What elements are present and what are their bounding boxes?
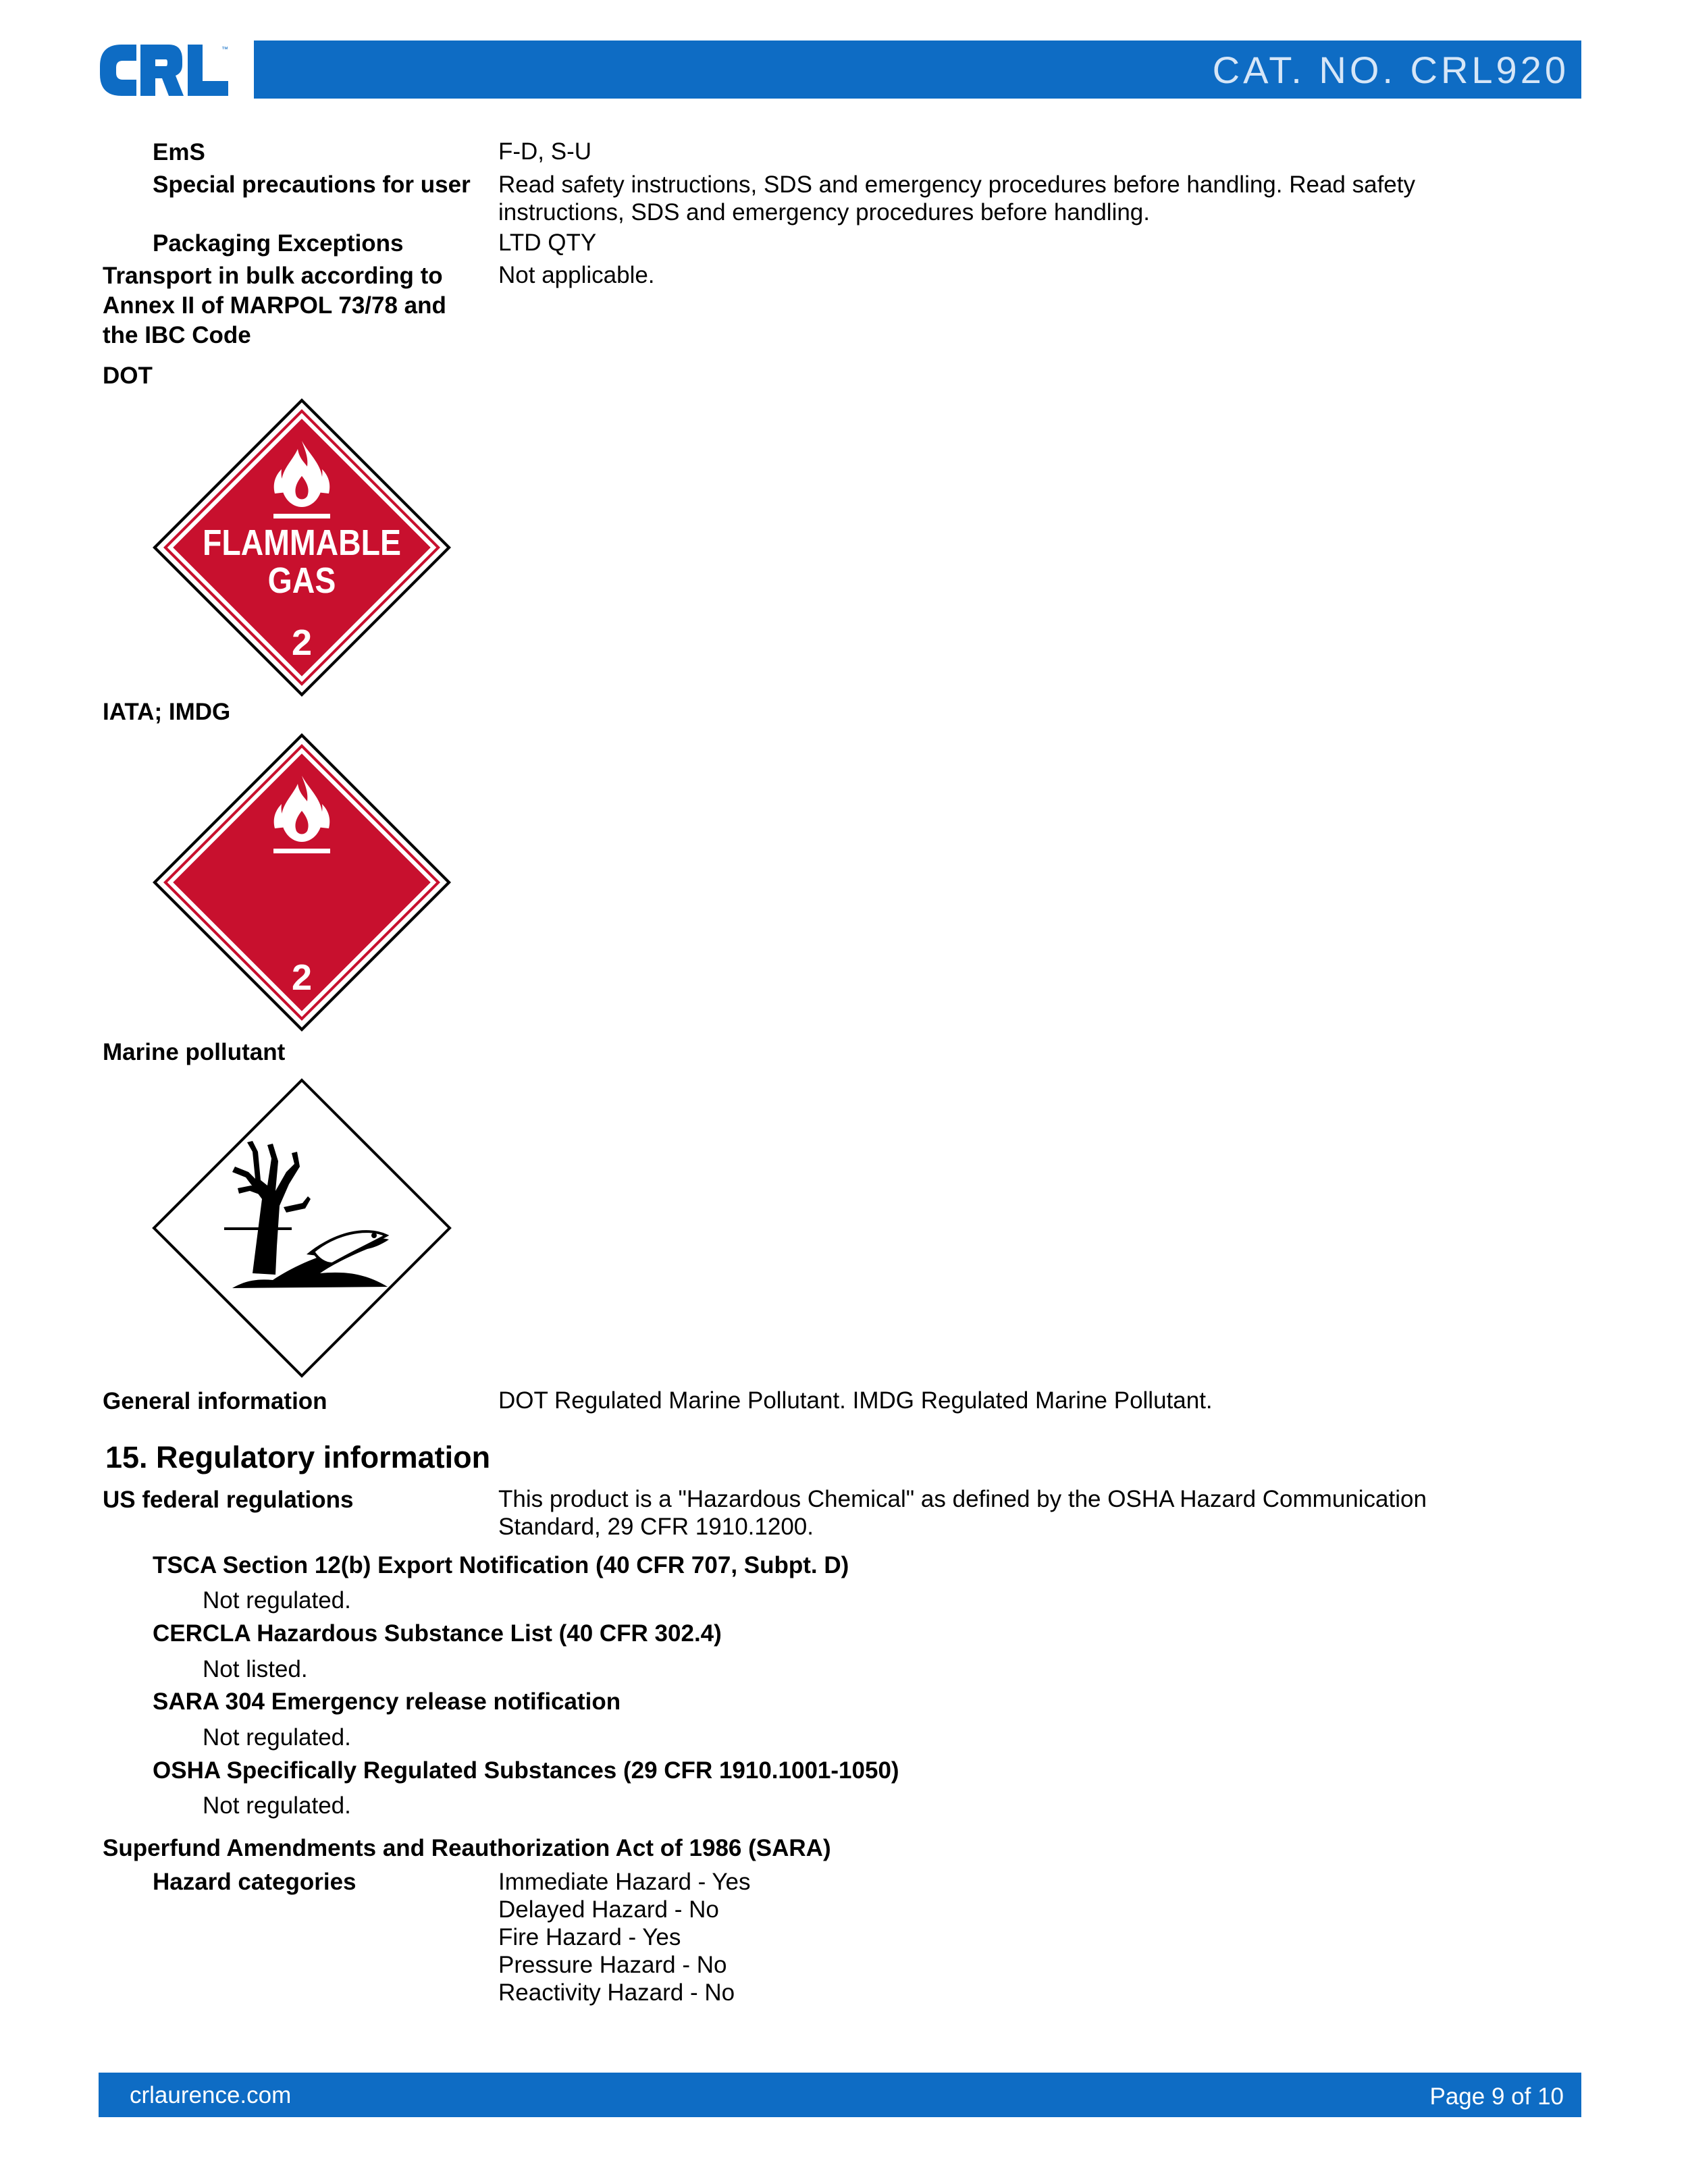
footer-bar bbox=[99, 2073, 1581, 2117]
ems-value: F-D, S-U bbox=[498, 138, 592, 165]
section-15-title: 15. Regulatory information bbox=[105, 1440, 491, 1474]
marine-pollutant-icon bbox=[151, 1077, 452, 1379]
ems-label: EmS bbox=[153, 139, 205, 165]
hazard-category-item: Reactivity Hazard - No bbox=[498, 1979, 735, 2006]
placard-text-gas: GAS bbox=[267, 559, 336, 601]
osha-title: OSHA Specifically Regulated Substances (29 CFR 1910.1001-1050) bbox=[153, 1757, 899, 1784]
special-precautions-line-2: instructions, SDS and emergency procedures before handling. bbox=[498, 199, 1150, 225]
bulk-transport-label-2: Annex II of MARPOL 73/78 and bbox=[103, 292, 446, 319]
footer-page-number: Page 9 of 10 bbox=[1429, 2083, 1564, 2110]
cercla-value: Not listed. bbox=[203, 1656, 308, 1682]
flammable-gas-placard-icon bbox=[151, 397, 452, 698]
dot-label: DOT bbox=[103, 363, 153, 389]
packaging-exceptions-value: LTD QTY bbox=[498, 230, 597, 256]
placard-class-number-2: 2 bbox=[291, 957, 313, 998]
flame-placard-icon bbox=[151, 732, 452, 1033]
marine-pollutant-label: Marine pollutant bbox=[103, 1039, 286, 1065]
packaging-exceptions-label: Packaging Exceptions bbox=[153, 230, 404, 257]
sara-title: Superfund Amendments and Reauthorization Act of 1986 (SARA) bbox=[103, 1835, 831, 1861]
us-federal-line-1: This product is a "Hazardous Chemical" as defined by the OSHA Hazard Communication bbox=[498, 1486, 1427, 1512]
hazard-category-item: Pressure Hazard - No bbox=[498, 1952, 727, 1978]
hazard-category-item: Fire Hazard - Yes bbox=[498, 1924, 681, 1950]
tsca-title: TSCA Section 12(b) Export Notification (40 CFR 707, Subpt. D) bbox=[153, 1552, 849, 1578]
bulk-transport-label-3: the IBC Code bbox=[103, 322, 251, 348]
general-information-value: DOT Regulated Marine Pollutant. IMDG Regulated Marine Pollutant. bbox=[498, 1387, 1213, 1414]
iata-imdg-label: IATA; IMDG bbox=[103, 699, 231, 725]
hazard-categories-label: Hazard categories bbox=[153, 1869, 357, 1895]
placard-text-flammable: FLAMMABLE bbox=[202, 521, 402, 563]
us-federal-label: US federal regulations bbox=[103, 1487, 354, 1513]
tsca-value: Not regulated. bbox=[203, 1587, 351, 1614]
svg-text:™: ™ bbox=[221, 46, 228, 53]
crl-logo bbox=[96, 41, 231, 100]
sara-304-value: Not regulated. bbox=[203, 1724, 351, 1751]
us-federal-line-2: Standard, 29 CFR 1910.1200. bbox=[498, 1514, 814, 1540]
cercla-title: CERCLA Hazardous Substance List (40 CFR 302.4) bbox=[153, 1620, 722, 1647]
sara-304-title: SARA 304 Emergency release notification bbox=[153, 1688, 621, 1715]
special-precautions-line-1: Read safety instructions, SDS and emergency procedures before handling. Read safety bbox=[498, 171, 1415, 198]
hazard-category-item: Delayed Hazard - No bbox=[498, 1896, 719, 1923]
footer-website: crlaurence.com bbox=[130, 2082, 292, 2108]
hazard-category-item: Immediate Hazard - Yes bbox=[498, 1869, 751, 1895]
bulk-transport-label-1: Transport in bulk according to bbox=[103, 263, 443, 289]
catalog-number: CAT. NO. CRL920 bbox=[1212, 49, 1569, 91]
placard-class-number: 2 bbox=[291, 622, 313, 663]
bulk-transport-value: Not applicable. bbox=[498, 262, 655, 288]
special-precautions-label: Special precautions for user bbox=[153, 171, 471, 198]
osha-value: Not regulated. bbox=[203, 1792, 351, 1819]
general-information-label: General information bbox=[103, 1388, 327, 1414]
